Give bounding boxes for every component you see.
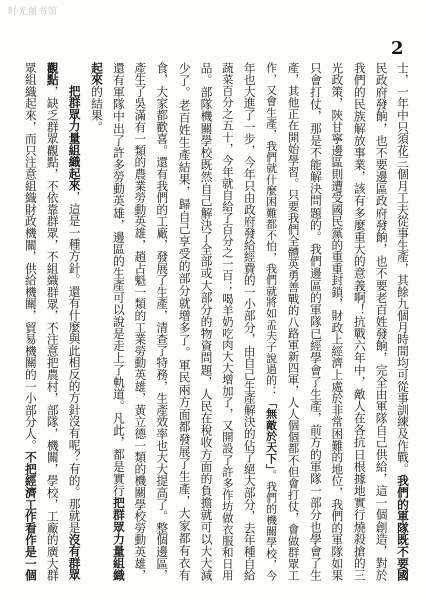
bold-text-segment: 沒有群眾 (67, 533, 82, 581)
text-segment: 光政策，陝甘寧邊區則遭受國民黨的重重封鎖，財政上經濟上處於非常困難的地位，我們的軍隊如果 (330, 62, 345, 581)
text-segment: 產，其他正在開始學習。只要我們全體英勇善戰的八路軍新四軍，人人個個都不但會打仗，會做群眾工 (286, 62, 301, 581)
page-number: 2 (391, 38, 404, 59)
bold-text-segment: 我們的軍隊既不要國 (396, 474, 410, 581)
watermark-text: 时光图书馆 (8, 7, 59, 17)
bold-text-segment: 「無敵於天下」 (264, 396, 278, 470)
text-column (194, 62, 216, 581)
bold-text-segment: 不把經濟工作看作是一個 (23, 451, 38, 581)
text-segment: 只會打仗，那是不能解決問題的。我們邊區的軍隊已經學會了生產，前方的軍隊一部分也學會了生 (308, 62, 323, 581)
text-column (304, 62, 326, 581)
text-column (19, 62, 41, 581)
text-segment: 產生了吳滿有一類的農業勞動英雄，趙占魁一類的工業勞動英雄，黃立德一類的機關學校勞動英雄， (133, 62, 148, 581)
bold-text-segment: 把群眾力量組織 (111, 496, 126, 581)
text-column (238, 62, 260, 581)
text-segment: 食，大家都歡喜。還有我們的工廠，發展了生產，清查了特務，生產效率也大大提高了。整個邊區， (155, 62, 170, 581)
text-column (128, 62, 150, 581)
text-column (107, 62, 129, 581)
text-column (41, 62, 63, 581)
text-segment: 蔬菜百分之五十，今年就自給了百分之一百；喝羊奶吃肉大大增加了，又開設了許多作坊做衣服和日用 (220, 62, 235, 581)
body-text (18, 62, 413, 581)
text-segment: 品。部隊機關學校既然自己解決了全部或大部分的物資問題，人民在稅收方面的負擔就可以大大減 (198, 62, 213, 581)
bold-text-segment: 起來 (89, 62, 104, 86)
text-segment: ，這是一種方針。還有什麼與此相反的方針沒有呢？有的。那就是 (67, 191, 82, 534)
text-column (391, 62, 413, 581)
text-column (260, 62, 282, 581)
text-segment: 士，一年中只須花三個月工夫從事生產，其餘九個月時間均可從事訓練及作戰。 (396, 62, 410, 475)
text-column (172, 62, 194, 581)
bold-text-segment: 觀點 (45, 62, 60, 86)
text-segment: 作，又會生產，我們就什麼困難都不怕，我們就將如孟夫子說過的： (264, 62, 278, 397)
text-column (216, 62, 238, 581)
text-segment: ，缺乏群眾觀點，不依靠群眾，不組織群眾，不注意把農村，部隊，機關，學校，工廠的廣大群 (45, 85, 60, 581)
text-segment: 民政府發餉，也不要邊區政府發餉，也不要老百姓發餉，完全由軍隊自己供給，這一個創造，對於 (374, 62, 389, 581)
text-column (369, 62, 391, 581)
text-column (325, 62, 347, 581)
text-segment: 。我們的機關學校，今 (264, 469, 278, 581)
text-segment: 我們的民族解放事業，該有多麼重大的意義啊！抗戰六年中，敵人在各抗日根據地實行燒殺搶的三 (352, 62, 367, 581)
text-column (282, 62, 304, 581)
text-segment: 少了。老百姓生產結果，歸自己享受的部分就增多了。軍民兩方面都發展了生產，大家都有衣有 (177, 62, 192, 581)
text-column (347, 62, 369, 581)
text-segment: 還有軍隊中出了許多勞動英雄，邊區的生產可以說是走上了軌道。凡此，都是實行 (111, 62, 126, 497)
text-segment: 眾組織起來，而只注意組織財政機關，供給機關，貿易機關的一小部分人。 (23, 62, 38, 452)
text-segment: 的結果。 (89, 85, 104, 133)
text-column (85, 62, 107, 581)
text-column (63, 62, 85, 581)
text-segment: 年也大進了一步，今年只由政府發給經費的一小部分，由自己生產解決的佔了絕大部分，去年種自給 (242, 62, 257, 581)
bold-text-segment: 把群眾力量組織起來 (67, 85, 82, 192)
text-column (150, 62, 172, 581)
